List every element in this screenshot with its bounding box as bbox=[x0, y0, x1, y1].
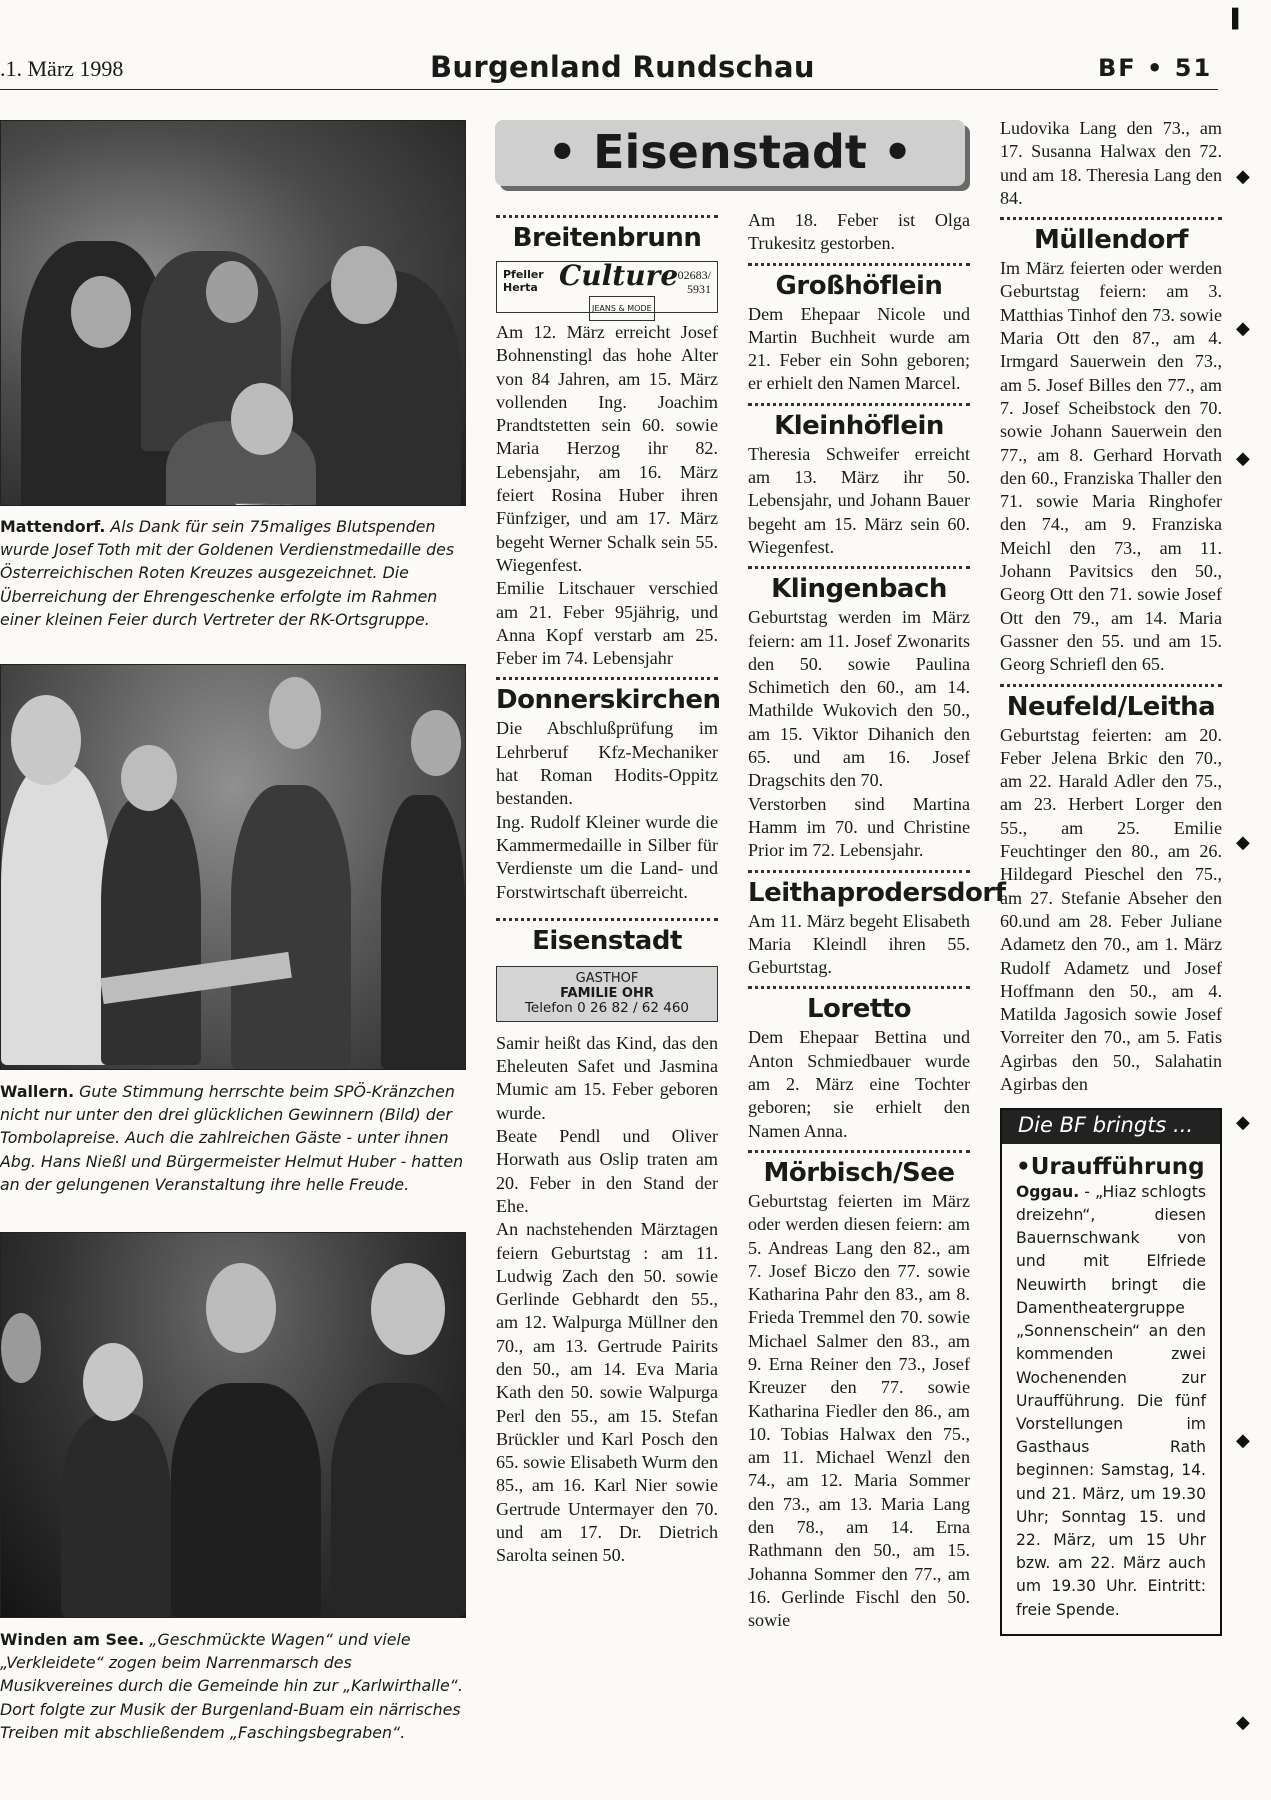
dotted-divider bbox=[748, 403, 970, 406]
section-title-moerbisch: Mörbisch/See bbox=[763, 1157, 955, 1188]
ad-culture bbox=[496, 261, 718, 313]
article-text: Dem Ehepaar Bettina und Anton Schmiedbauer wurde am 2. März eine Tochter geboren; sie erhielt den Namen Anna. bbox=[748, 1027, 970, 1141]
article-text: Am 18. Feber ist Olga Trukesitz gestorben. bbox=[748, 210, 970, 254]
bf-bringts-box bbox=[1000, 1108, 1222, 1635]
box-text: Oggau. - „Hiaz schlogts dreizehn“, diesen Bauernschwank von und mit Elfriede Neuwirth bringt die Damentheatergruppe „Sonnenschein“ an den kommenden zwei Wochenenden zur Uraufführung. Die fünf Vorstellungen im Gasthaus Rath beginnen: Samstag, 14. und 21. März, um 19.30 Uhr; Sonntag 15. und 22. März, um 15 Uhr bzw. am 22. März auch um 19.30 Uhr. Eintritt: freie Spende. bbox=[1016, 1182, 1206, 1619]
binding-mark: ▌ bbox=[1232, 8, 1245, 28]
header-rule bbox=[0, 89, 1218, 90]
dotted-divider bbox=[748, 1150, 970, 1153]
section-title-eisenstadt: Eisenstadt bbox=[532, 925, 682, 956]
article-text: Geburtstag feierten im März oder werden diesen feiern: am 5. Andreas Lang den 82., am 7. Josef Biczo den 77. sowie Katharina Pahr den 83., am 8. Frieda Tremmel den 70. sowie Michael Salmer den 83., am 9. Erna Reiner den 73., Josef Kreuzer den 77. sowie Katharina Fiedler den 86., am 10. Tobias Halwax den 75., am 11. Michael Wenzl den 74., am 12. Maria Sommer den 73., am 13. Maria Lang den 78., am 14. Erna Rathmann den 50., am 15. Johanna Sommer den 77., am 16. Gerlinde Fischl den 50. sowie bbox=[748, 1190, 970, 1631]
dotted-divider bbox=[496, 677, 718, 680]
article-text: Am 12. März erreicht Josef Bohnenstingl das hohe Alter von 84 Jahren, am 15. März vollenden Ing. Joachim Prandtstetten sein 60. sowie Maria Herzog ihr 82. Lebensjahr, am 16. März feiert Rosina Huber ihren Fünfziger, und am 17. März begeht Werner Schalk sein 55. Wiegenfest. bbox=[496, 322, 718, 575]
dotted-divider bbox=[496, 918, 718, 921]
dotted-divider bbox=[748, 263, 970, 266]
article-text: Emilie Litschauer verschied am 21. Feber 95jährig, und Anna Kopf verstarb am 25. Feber im 74. Lebensjahr bbox=[496, 578, 718, 669]
article-text: Ludovika Lang den 73., am 17. Susanna Halwax den 72. und am 18. Theresia Lang den 84. bbox=[1000, 118, 1222, 208]
column-2 bbox=[748, 209, 1006, 1633]
section-title-grosshoeflein: Großhöflein bbox=[775, 270, 943, 301]
region-banner: • Eisenstadt • bbox=[495, 120, 965, 186]
article-text: Verstorben sind Martina Hamm im 70. und Christine Prior im 72. Lebensjahr. bbox=[748, 793, 970, 861]
section-title-leithaprodersdorf: Leithaprodersdorf bbox=[748, 877, 1006, 908]
ad-gasthof-ohr: GASTHOF FAMILIE OHR Telefon 0 26 82 / 62 460 bbox=[496, 966, 718, 1022]
ad-logo: Culture bbox=[559, 259, 679, 292]
ad-name: Herta bbox=[503, 281, 538, 294]
binding-mark: ◆ bbox=[1236, 832, 1250, 852]
newspaper-title: Burgenland Rundschau bbox=[430, 50, 815, 84]
caption-wallern: Wallern. Gute Stimmung herrschte beim SPÖ-Kränzchen nicht nur unter den drei glücklichen Gewinnern (Bild) der Tombolapreise. Auch die zahlreichen Gäste - unter ihnen Abg. Hans Nießl und Bürgermeister Helmut Huber - hatten an der gelungenen Veranstaltung ihre helle Freude. bbox=[0, 1082, 464, 1194]
article-text: An nachstehenden Märztagen feiern Geburtstag : am 11. Ludwig Zach den 50. sowie Gerlinde Gebhardt den 55., am 12. Walpurga Müllner den 70., am 13. Gertrude Pairits den 50., am 14. Eva Maria Kath den 50. sowie Walpurga Perl den 55., am 15. Stefan Brückler und Karl Posch den 65. sowie Elisabeth Wurm den 85., am 16. Karl Nier sowie Gertrude Untermayer den 70. und am 17. Dr. Dietrich Sarolta seinen 50. bbox=[496, 1219, 718, 1566]
dotted-divider bbox=[748, 870, 970, 873]
ad-name: Pfeller bbox=[503, 268, 544, 281]
binding-mark: ◆ bbox=[1236, 318, 1250, 338]
article-text: Beate Pendl und Oliver Horwath aus Oslip traten am 20. Feber in den Stand der Ehe. bbox=[496, 1126, 718, 1216]
article-text: Ing. Rudolf Kleiner wurde die Kammermedaille in Silber für Verdienste um die Land- und Forstwirtschaft überreicht. bbox=[496, 811, 718, 902]
caption-lead: Mattendorf. bbox=[0, 517, 106, 536]
section-title-loretto: Loretto bbox=[806, 994, 912, 1025]
caption-mattendorf: Mattendorf. Als Dank für sein 75maliges Blutspenden wurde Josef Toth mit der Goldenen Verdienstmedaille des Österreichischen Roten Kreuzes ausgezeichnet. Die Überreichung der Ehrengeschenke erfolgte im Rahmen einer kleinen Feier durch Vertreter der RK-Ortsgruppe. bbox=[0, 517, 455, 629]
binding-mark: ◆ bbox=[1236, 1112, 1250, 1132]
page-number: BF • 51 bbox=[1098, 54, 1213, 82]
article-text: Am 11. März begeht Elisabeth Maria Kleindl ihren 55. Geburtstag. bbox=[748, 910, 970, 978]
ad-phone: 02683/ bbox=[677, 268, 711, 282]
column-1 bbox=[496, 208, 721, 1568]
binding-mark: ◆ bbox=[1236, 1712, 1250, 1732]
photo-winden bbox=[0, 1232, 466, 1618]
section-title-kleinhoeflein: Kleinhöflein bbox=[774, 410, 944, 441]
section-title-muellendorf: Müllendorf bbox=[1034, 225, 1188, 256]
binding-mark: ◆ bbox=[1236, 1430, 1250, 1450]
caption-lead: Wallern. bbox=[0, 1082, 75, 1101]
article-text: Im März feierten oder werden Geburtstag feiern: am 3. Matthias Tinhof den 73. sowie Maria Ott den 87., am 4. Irmgard Sauerwein den 73., am 5. Josef Billes den 77., am 7. Josef Scheibstock den 70. sowie Johann Sauerwein den 77., am 8. Gerhard Horvath den 60., Franziska Thaller den 71. sowie Maria Ringhofer den 74., am 9. Franziska Meichl den 73., am 11. Johann Pavitsics den 50., Georg Ott den 71. sowie Josef Ott den 79., am 14. Maria Gassner den 55. und am 15. Georg Schriefl den 65. bbox=[1000, 258, 1222, 675]
dotted-divider bbox=[748, 566, 970, 569]
photo-mattendorf bbox=[0, 120, 466, 506]
section-title-klingenbach: Klingenbach bbox=[771, 574, 947, 605]
section-title-neufeld: Neufeld/Leitha bbox=[1006, 691, 1216, 722]
section-title-breitenbrunn: Breitenbrunn bbox=[512, 223, 702, 253]
column-3 bbox=[1000, 117, 1222, 1636]
article-text: Theresia Schweifer erreicht am 13. März ihr 50. Lebensjahr, und Johann Bauer begeht am 15. März sein 60. Wiegenfest. bbox=[748, 443, 970, 557]
dotted-divider bbox=[748, 986, 970, 989]
caption-lead: Winden am See. bbox=[0, 1630, 145, 1649]
dotted-divider bbox=[496, 215, 718, 218]
article-text: Die Abschlußprüfung im Lehrberuf Kfz-Mechaniker hat Roman Hodits-Oppitz bestanden. bbox=[496, 718, 718, 809]
binding-mark: ◆ bbox=[1236, 448, 1250, 468]
box-title: •Uraufführung bbox=[1016, 1153, 1205, 1180]
box-header: Die BF bringts ... bbox=[1002, 1110, 1220, 1143]
ad-phone: 5931 bbox=[687, 282, 711, 296]
dotted-divider bbox=[1000, 684, 1222, 687]
article-text: Samir heißt das Kind, das den Eheleuten Safet und Jasmina Mumic am 15. Feber geboren wurde. bbox=[496, 1032, 718, 1123]
caption-winden: Winden am See. „Geschmückte Wagen“ und viele „Verkleidete“ zogen beim Narrenmarsch des Musikvereines durch die Gemeinde hin zur „Karlwirthalle“. Dort folgte zur Musik der Burgenland-Buam ein närrisches Treiben mit abschließendem „Faschingsbegraben“. bbox=[0, 1630, 463, 1742]
article-text: Dem Ehepaar Nicole und Martin Buchheit wurde am 21. Feber ein Sohn geboren; er erhielt den Namen Marcel. bbox=[748, 303, 970, 394]
issue-date: .1. März 1998 bbox=[0, 56, 124, 81]
box-lead: Oggau. bbox=[1016, 1182, 1080, 1201]
dotted-divider bbox=[1000, 217, 1222, 220]
photo-wallern bbox=[0, 664, 466, 1070]
article-text: Geburtstag werden im März feiern: am 11. Josef Zwonarits den 50. sowie Paulina Schimetich den 60., am 14. Mathilde Wukovich den 50., am 15. Viktor Dihanich den 65. und am 16. Josef Dragschits den 70. bbox=[748, 607, 970, 791]
article-text: Geburtstag feierten: am 20. Feber Jelena Brkic den 70., am 22. Harald Adler den 75., am 23. Herbert Lorger den 55., am 25. Emilie Feuchtinger den 80., am 26. Hildegard Pieschel den 75., am 27. Stefanie Abseher den 60.und am 28. Feber Juliane Adametz den 70., am 1. März Rudolf Adametz und Josef Hoffmann den 50., am 4. Matilda Jagosich sowie Josef Vorreiter den 70., am 5. Fatis Agirbas den 50., Salahatin Agirbas den bbox=[1000, 724, 1222, 1094]
binding-mark: ◆ bbox=[1236, 166, 1250, 186]
ad-subline: JEANS & MODE bbox=[589, 296, 655, 321]
section-title-donnerskirchen: Donnerskirchen bbox=[496, 685, 721, 716]
